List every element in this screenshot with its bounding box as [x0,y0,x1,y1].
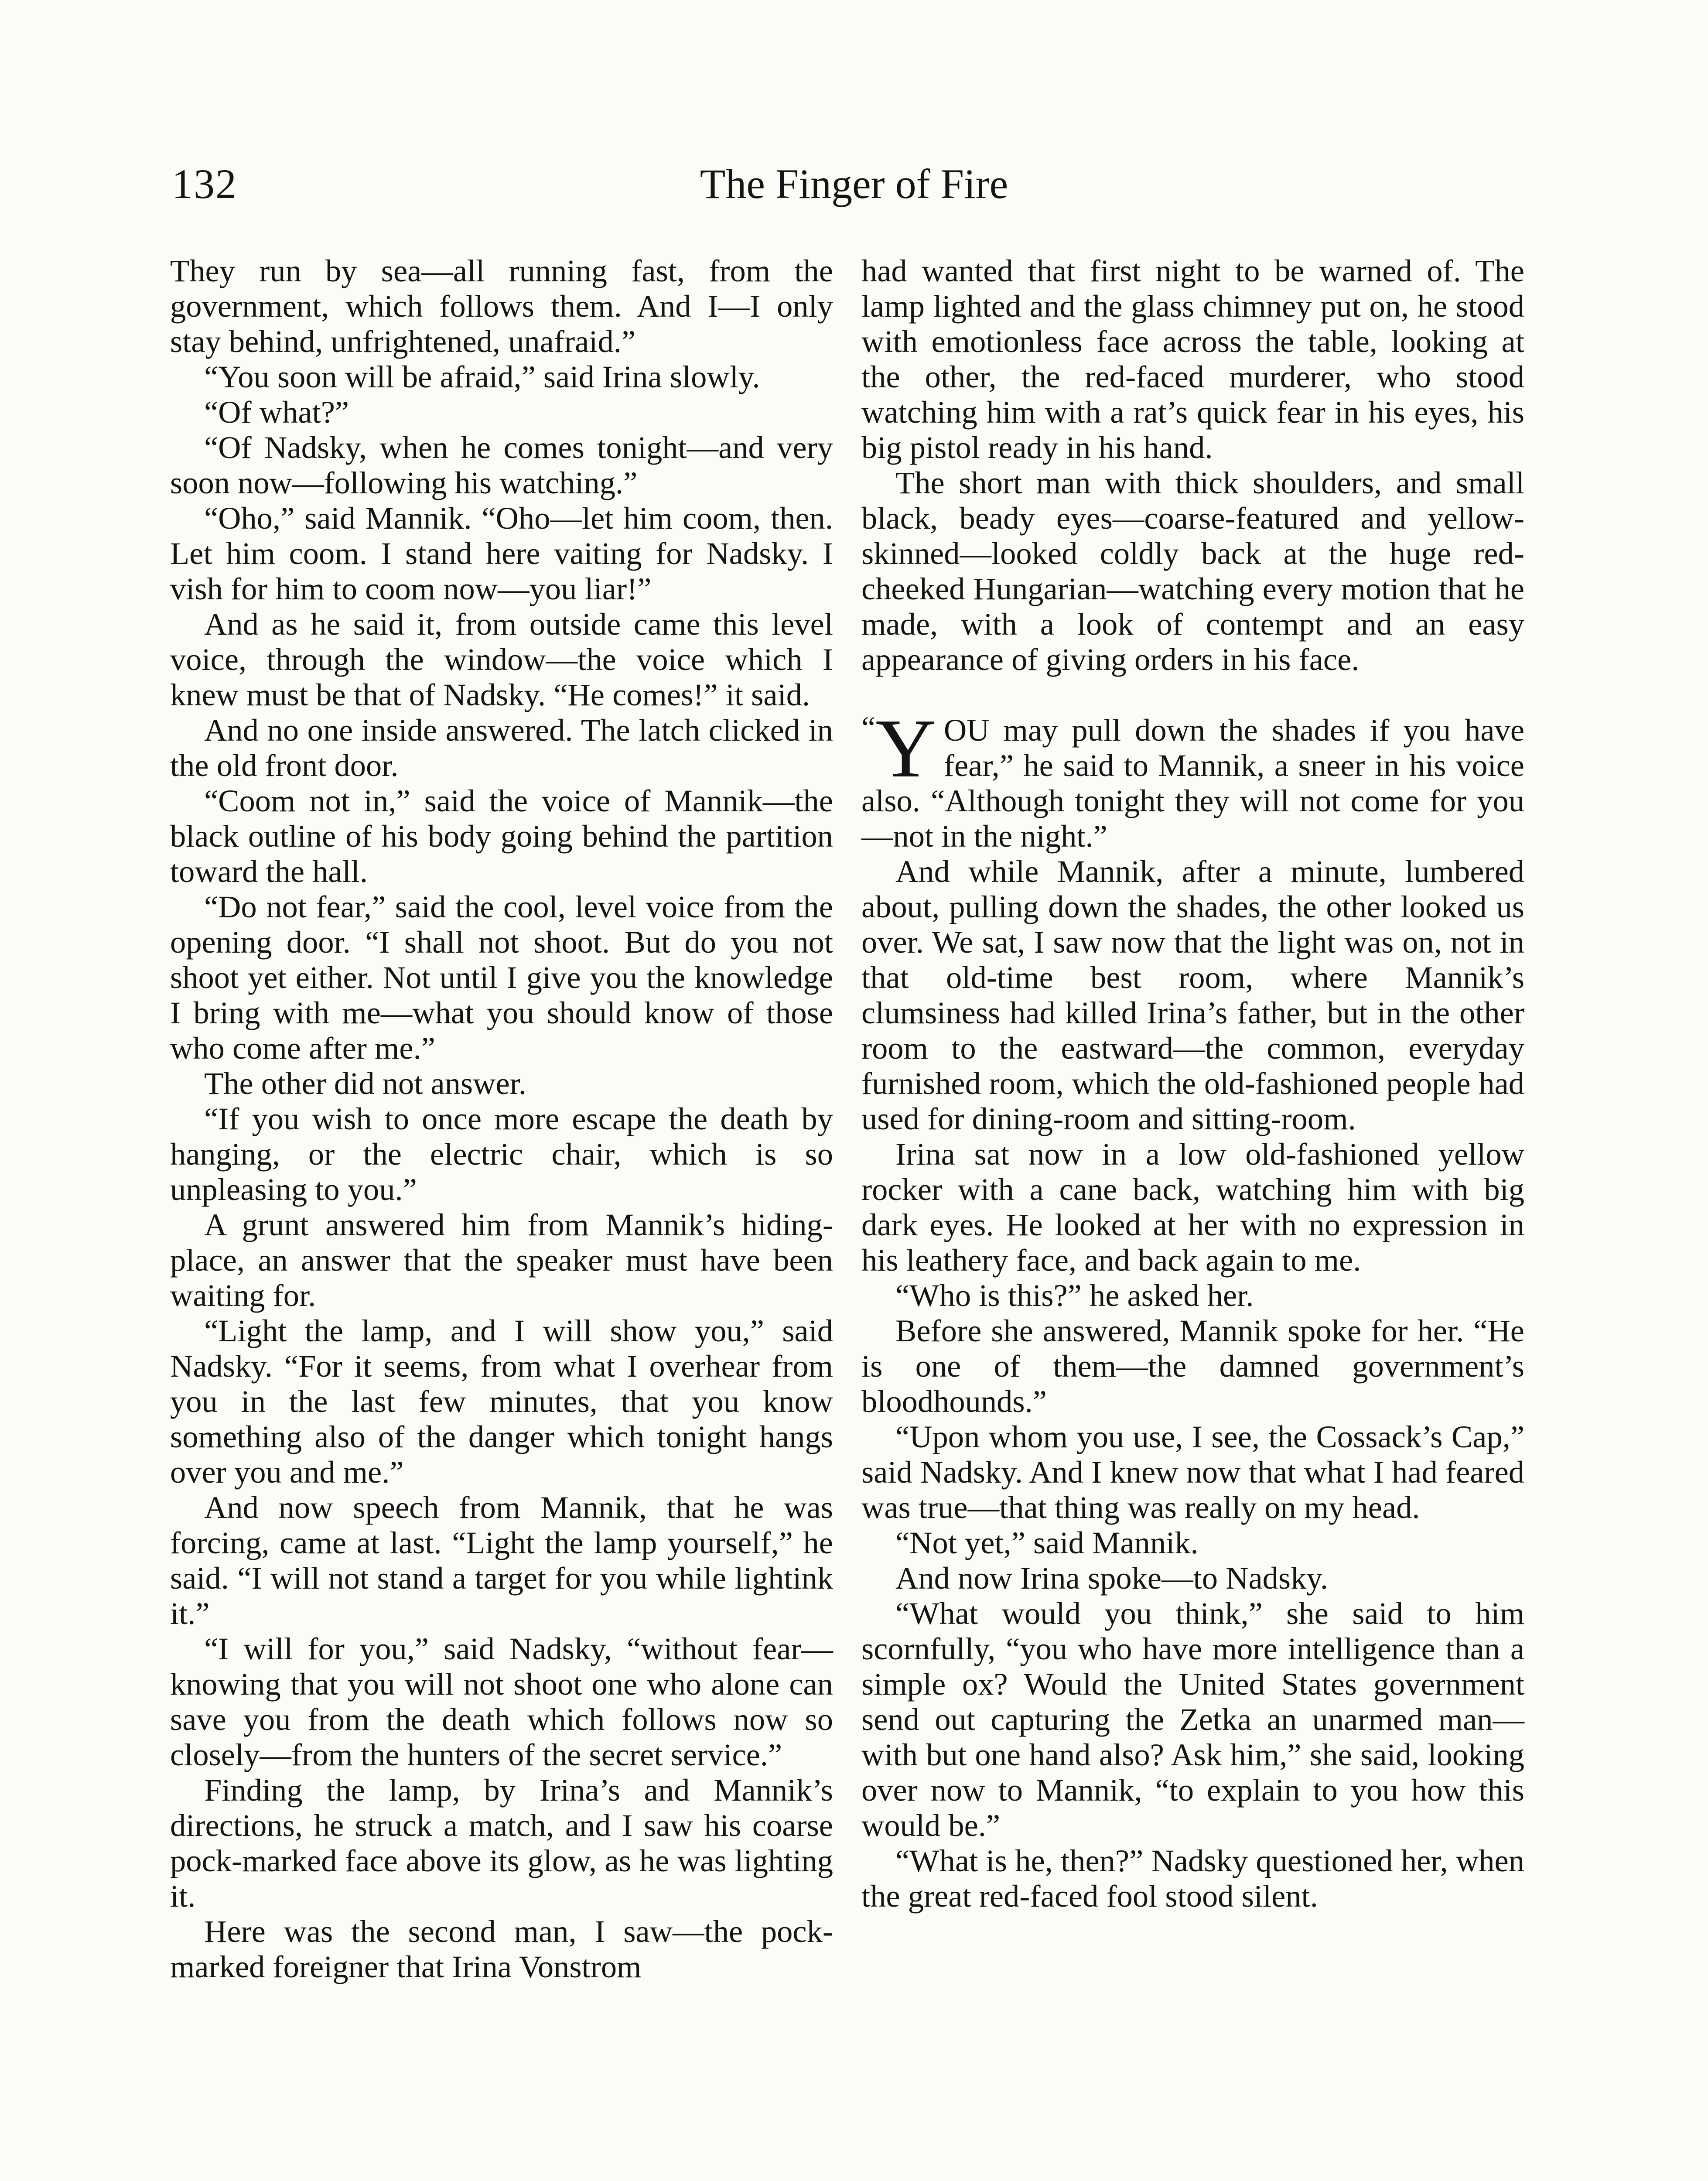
paragraph: “What is he, then?” Nadsky questioned her, when the great red-faced fool stood silent. [861,1843,1524,1914]
paragraph: Irina sat now in a low old-fashioned yellow rocker with a cane back, watching him with big dark eyes. He looked at her with no expression in his leathery face, and back again to me. [861,1136,1524,1278]
paragraph: “Who is this?” he asked her. [895,1278,1254,1313]
page-number: 132 [172,161,237,207]
paragraph: And now speech from Mannik, that he was forcing, came at last. “Light the lamp yourself,” he said. “I will not stand a target for you while lightink it.” [170,1490,833,1631]
paragraph: “Upon whom you use, I see, the Cossack’s Cap,” said Nadsky. And I knew now that what I had feared was true—that thing was really on my head. [861,1419,1524,1525]
paragraph: They run by sea—all running fast, from the government, which follows them. And I—I only stay behind, unfrightened, unafraid.” [170,253,833,359]
right-column [861,253,1524,1914]
section-opening-paragraph [861,702,1524,854]
paragraph: And while Mannik, after a minute, lumbered about, pulling down the shades, the other looked us over. We sat, I saw now that the light was on, not in that old-time best room, where Mannik’s clumsiness had killed Irina’s father, but in the other room to the eastward—the common, everyday furnished room, which the old-fashioned people had used for dining-room and sitting-room. [861,854,1524,1136]
opening-quote: “ [861,710,876,745]
paragraph: “Do not fear,” said the cool, level voice from the opening door. “I shall not shoot. But do you not shoot yet either. Not until I give you the knowledge I bring with me—what you should know of those who come after me.” [170,889,833,1066]
section-opening-text: OU may pull down the shades if you have fear,” he said to Mannik, a sneer in his voice also. “Although tonight they will not come for you—not in the night.” [861,712,1524,854]
paragraph: “Coom not in,” said the voice of Mannik—the black outline of his body going behind the partition toward the hall. [170,783,833,889]
paragraph: “Of what?” [204,394,349,430]
paragraph: A grunt answered him from Mannik’s hiding-place, an answer that the speaker must have been waiting for. [170,1207,833,1313]
paragraph: And no one inside answered. The latch clicked in the old front door. [170,712,833,783]
paragraph: Finding the lamp, by Irina’s and Mannik’s directions, he struck a match, and I saw his coarse pock-marked face above its glow, as he was lighting it. [170,1772,833,1914]
left-column [170,253,833,1984]
paragraph: The short man with thick shoulders, and small black, beady eyes—coarse-featured and yellow-skinned—looked coldly back at the huge red-cheeked Hungarian—watching every motion that he made, with a look of contempt and an easy appearance of giving orders in his face. [861,465,1524,677]
paragraph: “I will for you,” said Nadsky, “without fear—knowing that you will not shoot one who alone can save you from the death which follows now so closely—from the hunters of the secret service.” [170,1631,833,1772]
paragraph: “Not yet,” said Mannik. [895,1525,1199,1560]
paragraph: “You soon will be afraid,” said Irina slowly. [204,359,760,394]
paragraph: The other did not answer. [204,1066,526,1101]
paragraph: “Of Nadsky, when he comes tonight—and very soon now—following his watching.” [170,430,833,500]
paragraph: And now Irina spoke—to Nadsky. [895,1560,1329,1596]
paragraph: Here was the second man, I saw—the pock-marked foreigner that Irina Vonstrom [170,1914,833,1984]
paragraph: “Light the lamp, and I will show you,” said Nadsky. “For it seems, from what I overhear from you in the last few minutes, that you know something also of the danger which tonight hangs over you and me.” [170,1313,833,1490]
drop-cap: Y [875,702,936,795]
running-title: The Finger of Fire [700,161,1008,207]
paragraph: Before she answered, Mannik spoke for her. “He is one of them—the damned government’s bloodhounds.” [861,1313,1524,1419]
paragraph: “If you wish to once more escape the death by hanging, or the electric chair, which is so unpleasing to you.” [170,1101,833,1207]
paragraph: “What would you think,” she said to him scornfully, “you who have more intelligence than a simple ox? Would the United States government send out capturing the Zetka an unarmed man—with but one hand also? Ask him,” she said, looking over now to Mannik, “to explain to you how this would be.” [861,1596,1524,1843]
paragraph: And as he said it, from outside came this level voice, through the window—the voice which I knew must be that of Nadsky. “He comes!” it said. [170,606,833,712]
paragraph: “Oho,” said Mannik. “Oho—let him coom, then. Let him coom. I stand here vaiting for Nadsky. I vish for him to coom now—you liar!” [170,500,833,606]
paragraph: had wanted that first night to be warned of. The lamp lighted and the glass chimney put on, he stood with emotionless face across the table, looking at the other, the red-faced murderer, who stood watching him with a rat’s quick fear in his eyes, his big pistol ready in his hand. [861,253,1524,465]
